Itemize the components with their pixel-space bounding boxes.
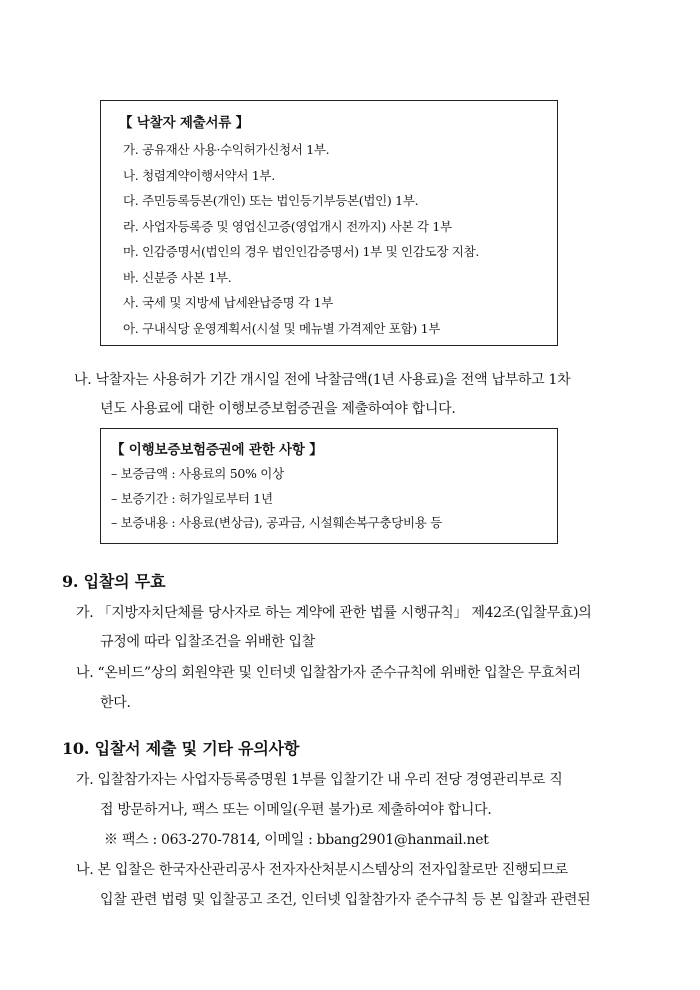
payment-paragraph-line1: 나. 낙찰자는 사용허가 기간 개시일 전에 낙찰금액(1년 사용료)을 전액 납부하고 1차 [74,372,571,388]
section-9-na-line2: 한다. [100,695,131,711]
section-10-na-line1: 나. 본 입찰은 한국자산관리공사 전자자산처분시스템상의 전자입찰로만 진행되므로 [76,862,568,878]
bond-item: – 보증기간 : 허가일로부터 1년 [111,490,273,506]
document-item: 사. 국세 및 지방세 납세완납증명 각 1부 [123,295,333,310]
document-item: 가. 공유재산 사용·수익허가신청서 1부. [123,142,330,157]
section-10-na-line2: 입찰 관련 법령 및 입찰공고 조건, 인터넷 입찰참가자 준수규칙 등 본 입찰과 관련된 [100,892,591,908]
winning-bidder-documents-box [100,100,558,346]
section-10-heading: 10. 입찰서 제출 및 기타 유의사항 [62,739,300,758]
document-item: 라. 사업자등록증 및 영업신고증(영업개시 전까지) 사본 각 1부 [123,218,452,234]
section-10-ga-line1: 가. 입찰참가자는 사업자등록증명원 1부를 입찰기간 내 우리 전당 경영관리부로 직 [76,772,563,788]
bond-item: – 보증금액 : 사용료의 50% 이상 [111,466,284,481]
payment-paragraph-line2: 년도 사용료에 대한 이행보증보험증권을 제출하여야 합니다. [100,401,456,417]
box-title: 【 낙찰자 제출서류 】 [119,115,249,131]
document-item: 나. 청렴계약이행서약서 1부. [123,167,275,183]
section-9-ga-line1: 가. 「지방자치단체를 당사자로 하는 계약에 관한 법률 시행규칙」 제42조(입찰무효)의 [76,605,592,621]
document-item: 바. 신분증 사본 1부. [123,269,232,285]
section-9-na-line1: 나. “온비드”상의 회원약관 및 인터넷 입찰참가자 준수규칙에 위배한 입찰은 무효처리 [76,665,581,681]
document-item: 다. 주민등록등본(개인) 또는 법인등기부등본(법인) 1부. [123,193,419,208]
section-10-ga-line2: 접 방문하거나, 팩스 또는 이메일(우편 불가)로 제출하여야 합니다. [100,802,492,818]
section-9-heading: 9. 입찰의 무효 [62,572,166,591]
section-9-ga-line2: 규정에 따라 입찰조건을 위배한 입찰 [100,634,315,650]
box-title: 【 이행보증보험증권에 관한 사항 】 [111,442,323,458]
performance-bond-box [100,428,558,544]
contact-info: ※ 팩스 : 063-270-7814, 이메일 : bbang2901@hanmail.net [104,832,489,848]
bond-item: – 보증내용 : 사용료(변상금), 공과금, 시설훼손복구충당비용 등 [111,515,443,530]
document-item: 마. 인감증명서(법인의 경우 법인인감증명서) 1부 및 인감도장 지참. [123,244,480,259]
document-item: 아. 구내식당 운영계획서(시설 및 메뉴별 가격제안 포함) 1부 [123,320,441,336]
